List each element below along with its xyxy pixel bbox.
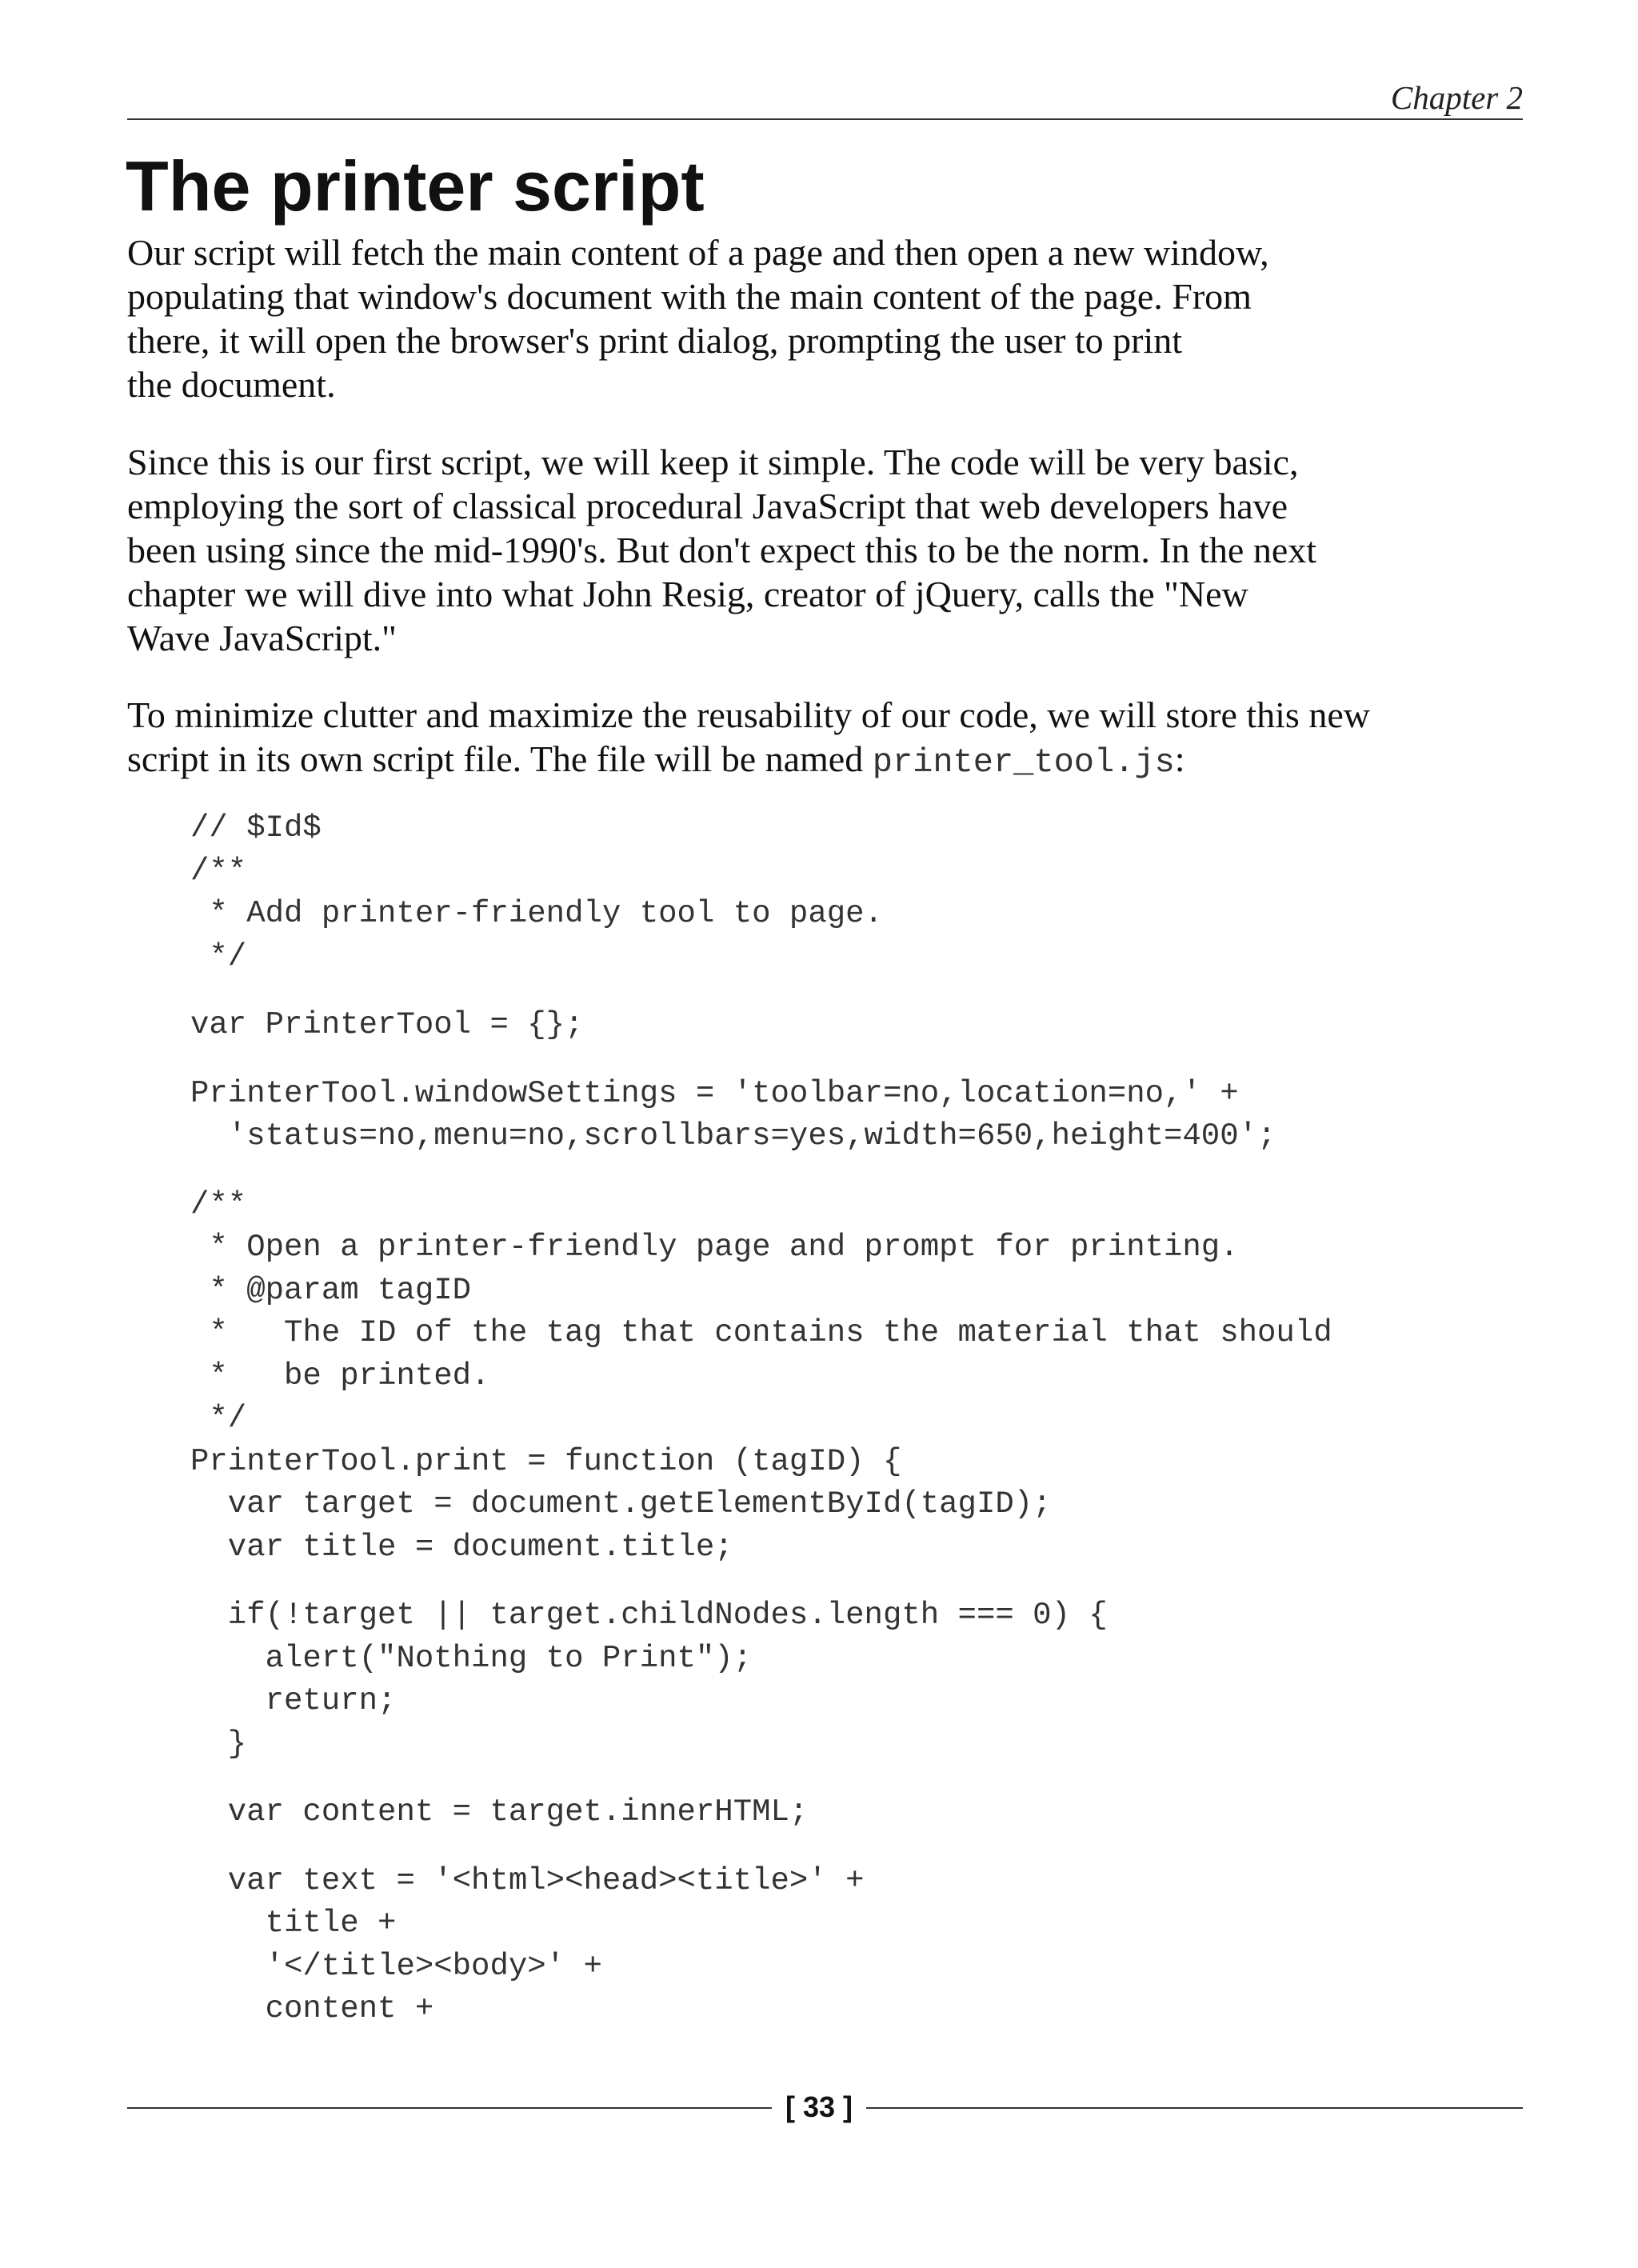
code-line: return;: [190, 1683, 397, 1718]
paragraph-line: Wave JavaScript.": [127, 618, 397, 658]
inline-code-filename: printer_tool.js: [872, 743, 1175, 782]
code-line: var text = '<html><head><title>' +: [190, 1862, 865, 1898]
code-line: * @param tagID: [190, 1272, 472, 1308]
code-line: /**: [190, 853, 247, 889]
paragraph-line: been using since the mid-1990's. But don't expect this to be the norm. In the next: [127, 530, 1317, 570]
section-title: The printer script: [126, 146, 705, 226]
code-spacer: [190, 1569, 1332, 1594]
code-line: var PrinterTool = {};: [190, 1007, 584, 1042]
paragraph-line: Our script will fetch the main content of a page and then open a new window,: [127, 232, 1269, 273]
code-line: var content = target.innerHTML;: [190, 1794, 809, 1830]
code-line: }: [190, 1726, 247, 1762]
code-spacer: [190, 1766, 1332, 1791]
code-line: if(!target || target.childNodes.length === 0) {: [190, 1598, 1108, 1633]
paragraph-line: there, it will open the browser's print dialog, prompting the user to print: [127, 320, 1183, 361]
code-line: * The ID of the tag that contains the material that should: [190, 1315, 1332, 1350]
code-line: 'status=no,menu=no,scrollbars=yes,width=650,height=400';: [190, 1118, 1276, 1154]
code-line: */: [190, 1401, 247, 1436]
paragraph-line: Since this is our first script, we will keep it simple. The code will be very basic,: [127, 442, 1299, 482]
code-line: '</title><body>' +: [190, 1948, 602, 1984]
code-line: alert("Nothing to Print");: [190, 1640, 753, 1676]
code-spacer: [190, 1834, 1332, 1860]
code-line: PrinterTool.windowSettings = 'toolbar=no,location=no,' +: [190, 1075, 1239, 1111]
paragraph-text: script in its own script file. The file will be named: [127, 738, 873, 779]
paragraph-line: To minimize clutter and maximize the reusability of our code, we will store this new: [127, 694, 1370, 735]
code-line: /**: [190, 1186, 247, 1222]
paragraph-line: [127, 737, 1535, 781]
code-spacer: [190, 1158, 1332, 1184]
code-line: var title = document.title;: [190, 1529, 733, 1565]
code-line: */: [190, 938, 247, 974]
paragraph-script-file: [127, 693, 1535, 781]
page-footer: [127, 2090, 1523, 2125]
footer-rule-left: [127, 2107, 772, 2109]
paragraph-line: employing the sort of classical procedural JavaScript that web developers have: [127, 486, 1288, 526]
paragraph-line: chapter we will dive into what John Resig, creator of jQuery, calls the "New: [127, 574, 1248, 614]
header-rule: [127, 118, 1523, 120]
running-head: Chapter 2: [1390, 79, 1523, 116]
paragraph-first-script: [127, 440, 1535, 660]
footer-rule-right: [866, 2107, 1523, 2109]
code-line: title +: [190, 1906, 397, 1941]
paragraph-intro: [127, 230, 1535, 406]
paragraph-line: the document.: [127, 364, 336, 405]
code-line: var target = document.getElementById(tagID);: [190, 1486, 1052, 1522]
code-spacer: [190, 978, 1332, 1004]
paragraph-line: populating that window's document with the main content of the page. From: [127, 276, 1252, 317]
code-line: * Add printer-friendly tool to page.: [190, 896, 883, 931]
code-line: // $Id$: [190, 810, 322, 846]
code-line: * Open a printer-friendly page and prompt for printing.: [190, 1230, 1239, 1265]
code-line: PrinterTool.print = function (tagID) {: [190, 1443, 902, 1479]
page-number: [ 33 ]: [785, 2090, 853, 2123]
code-spacer: [190, 1047, 1332, 1073]
code-line: content +: [190, 1991, 434, 2026]
code-line: * be printed.: [190, 1358, 490, 1394]
code-listing: [190, 807, 1332, 2031]
paragraph-text: :: [1174, 738, 1185, 779]
